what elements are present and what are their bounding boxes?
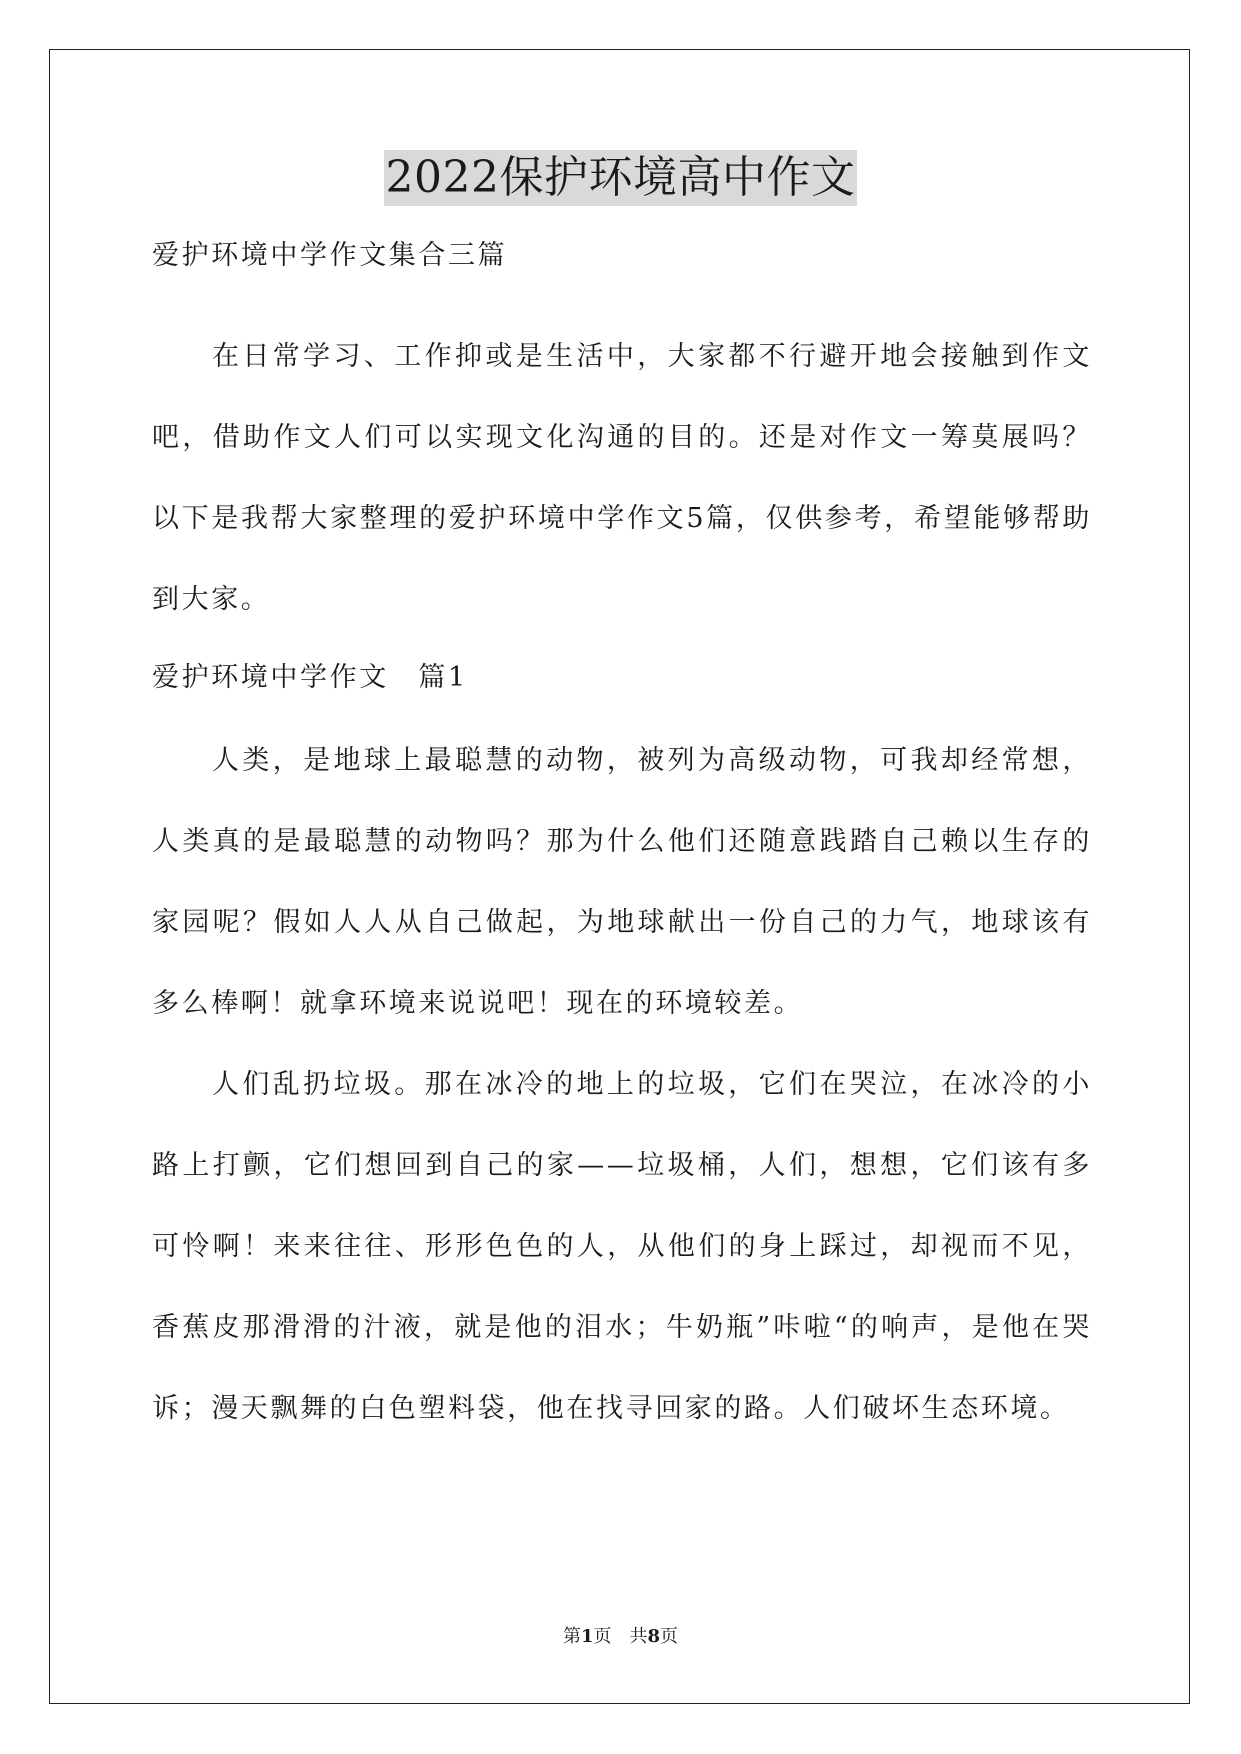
- body-paragraph: 人们乱扔垃圾。那在冰冷的地上的垃圾，它们在哭泣，在冰冷的小路上打颤，它们想回到自己的家——垃圾桶，人们，想想，它们该有多可怜啊！来来往往、形形色色的人，从他们的身上踩过，却视而不见，香蕉皮那滑滑的汁液，就是他的泪水；牛奶瓶”咔啦“的响声，是他在哭诉；漫天飘舞的白色塑料袋，他在找寻回家的路。人们破坏生态环境。: [152, 1069, 1092, 1424]
- current-page-number: 1: [580, 1626, 594, 1647]
- total-pages-number: 8: [647, 1626, 661, 1647]
- document-body: [152, 236, 1092, 1449]
- footer-page-prefix: 第: [562, 1626, 581, 1647]
- section-heading: 爱护环境中学作文 篇1: [152, 662, 468, 693]
- footer-total-suffix: 页: [660, 1626, 679, 1647]
- intro-paragraph: 在日常学习、工作抑或是生活中，大家都不行避开地会接触到作文吧，借助作文人们可以实现文化沟通的目的。还是对作文一筹莫展吗？以下是我帮大家整理的爱护环境中学作文5篇，仅供参考，希望能够帮助到大家。: [152, 341, 1092, 615]
- footer-page-suffix: 页 共: [593, 1626, 648, 1647]
- document-title: 2022保护环境高中作文: [384, 150, 858, 206]
- document-subtitle: 爱护环境中学作文集合三篇: [152, 240, 508, 271]
- page-footer: [0, 1622, 1241, 1648]
- title-container: [0, 150, 1241, 206]
- body-paragraph: 人类，是地球上最聪慧的动物，被列为高级动物，可我却经常想，人类真的是最聪慧的动物吗？那为什么他们还随意践踏自己赖以生存的家园呢？假如人人从自己做起，为地球献出一份自己的力气，地球该有多么棒啊！就拿环境来说说吧！现在的环境较差。: [152, 745, 1092, 1019]
